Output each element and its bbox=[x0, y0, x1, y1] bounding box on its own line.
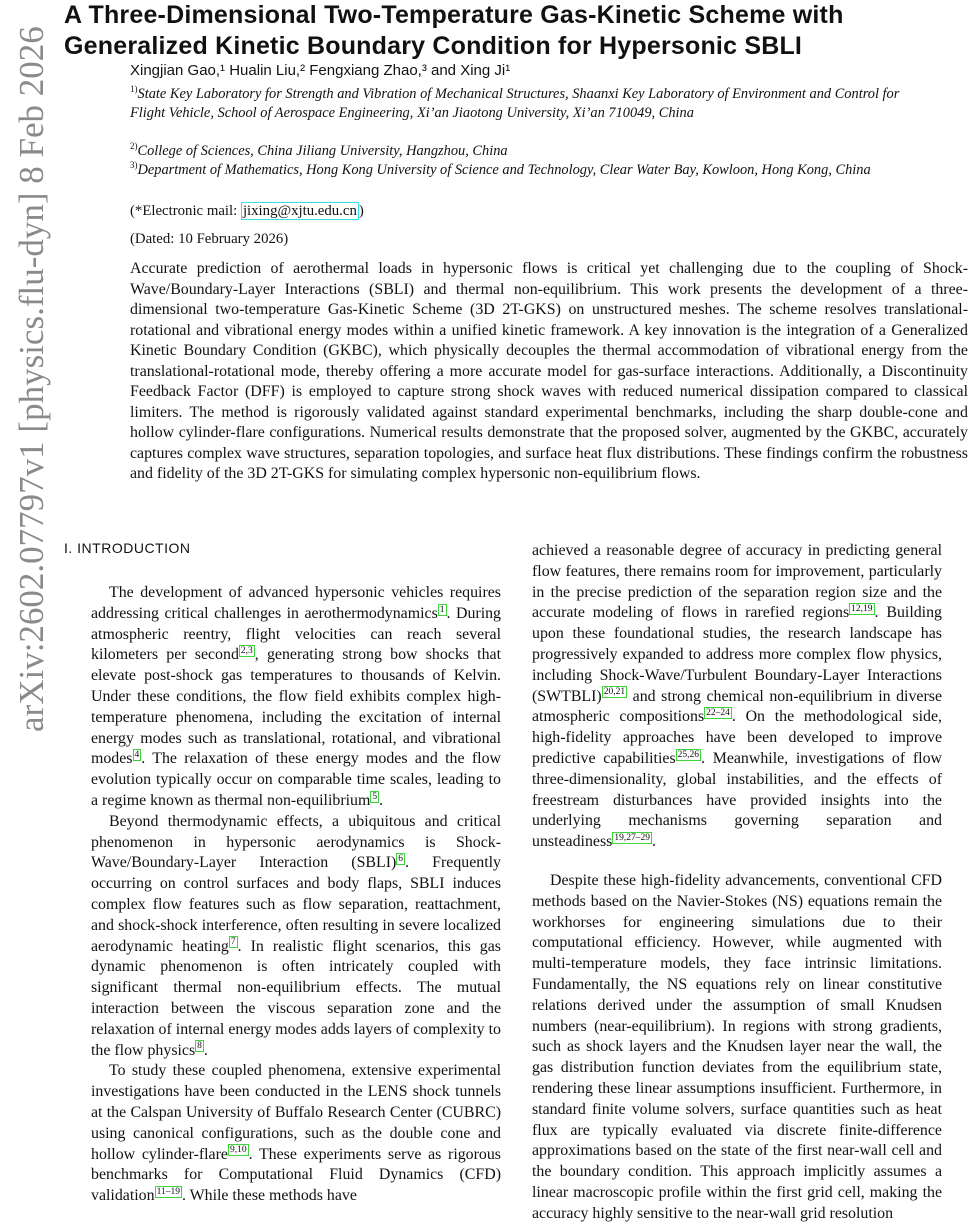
citation-link[interactable]: 8 bbox=[197, 1041, 202, 1052]
affiliation-mark: 1) bbox=[130, 84, 138, 94]
author-list: Xingjian Gao,¹ Hualin Liu,² Fengxiang Zhao,³ and Xing Ji¹ bbox=[130, 62, 511, 79]
contact-email-line bbox=[130, 203, 364, 220]
citation-link[interactable]: 1 bbox=[439, 604, 445, 615]
citation-link[interactable]: 12,19 bbox=[851, 604, 873, 615]
affiliation-text: Department of Mathematics, Hong Kong University of Science and Technology, Clear Water Bay, Kowloon, Hong Kong, China bbox=[137, 161, 871, 178]
affiliation-text: College of Sciences, China Jiliang University, Hangzhou, China bbox=[137, 142, 508, 159]
right-column bbox=[532, 541, 942, 1225]
intro-paragraph-1: The development of advanced hypersonic vehicles requires addressing critical challenges in aerothermodynamics $^1$ . During atmospheric reentry, flight velocities can reach several kilometers per second $^{2,3}$ , generating strong bow shocks that elevate post-shock gas temperatures to thousands of Kelvin. Under these conditions, the flow field exhibits complex high-temperature phenomena, including the excitation of internal energy modes such as translational, rotational, and vibrational modes $^4$ . The relaxation of these energy modes and the flow evolution typically occur on comparable time scales, leading to a regime known as thermal non-equilibrium $^5$ . bbox=[91, 584, 502, 809]
citation-link[interactable]: 20,21 bbox=[603, 687, 626, 698]
citation-link[interactable]: 7 bbox=[230, 937, 236, 948]
citation-link[interactable]: 9,10 bbox=[229, 1145, 247, 1156]
abstract: Accurate prediction of aerothermal loads in hypersonic flows is critical yet challenging due to the coupling of Shock-Wave/Boundary-Layer Interactions (SBLI) and thermal non-equilibrium. This work presents the development of a three-dimensional two-temperature Gas-Kinetic Scheme (3D 2T-GKS) on unstructured meshes. The scheme resolves translational-rotational and vibrational energy modes within a unified kinetic framework. A key innovation is the integration of a Generalized Kinetic Boundary Condition (GKBC), which physically decouples the thermal accommodation of vibrational energy from the translational-rotational mode, thereby offering a more accurate model for gas-surface interactions. Additionally, a Discontinuity Feedback Factor (DFF) is employed to capture strong shock waves with reduced numerical dissipation compared to classical limiters. The method is rigorously validated against standard experimental benchmarks, including the sharp double-cone and hollow cylinder-flare configurations. Numerical results demonstrate that the proposed solver, augmented by the GKBC, accurately captures complex wave structures, separation topologies, and surface heat flux distributions. These findings confirm the robustness and fidelity of the 3D 2T-GKS for simulating complex hypersonic non-equilibrium flows. bbox=[130, 260, 968, 482]
paper-title: A Three-Dimensional Two-Temperature Gas-Kinetic Scheme with Generalized Kinetic Boundary Condition for Hypersonic SBLI bbox=[64, 1, 844, 60]
citation-link[interactable]: 2,3 bbox=[240, 646, 253, 657]
affiliation-text: State Key Laboratory for Strength and Vibration of Mechanical Structures, Shaanxi Key Laboratory of Environment and Control for Flight Vehicle, School of Aerospace Engineering, Xi’an Jiaotong University, Xi’an 710049, China bbox=[130, 85, 900, 121]
intro-paragraph-3: To study these coupled phenomena, extensive experimental investigations have been conducted in the LENS shock tunnels at the Calspan University of Buffalo Research Center (CUBRC) using canonical configurations, such as the double cone and hollow cylinder-flare $^{9,10}$ . These experiments serve as rigorous benchmarks for Computational Fluid Dynamics (CFD) validation $^{11-19}$ . While these methods have bbox=[91, 1062, 501, 1205]
citation-link[interactable]: 22–24 bbox=[706, 708, 730, 719]
email-link[interactable]: jixing@xjtu.edu.cn bbox=[242, 203, 357, 219]
dated-line: (Dated: 10 February 2026) bbox=[130, 231, 289, 247]
citation-link[interactable]: 11–19 bbox=[156, 1186, 180, 1197]
intro-paragraph-3-continued: achieved a reasonable degree of accuracy in predicting general flow features, there remains room for improvement, particularly in the precise prediction of the separation region size and the accurate modeling of flows in rarefied regions $^{12,19}$ . Building upon these foundational studies, the research landscape has progressively expanded to address more complex flow physics, including Shock-Wave/Turbulent Boundary-Layer Interactions (SWTBLI) $^{20,21}$ and strong chemical non-equilibrium in diverse atmospheric compositions $^{22-24}$ . On the methodological side, high-fidelity approaches have been developed to improve predictive capabilities $^{25,26}$ . Meanwhile, investigations of flow three-dimensionality, global instabilities, and the effects of freestream disturbances have provided insights into the underlying mechanisms governing separation and unsteadiness $^{19,27-29}$ . bbox=[532, 542, 942, 851]
email-prefix: (*Electronic mail: bbox=[130, 203, 241, 219]
left-column bbox=[91, 583, 501, 1207]
affiliation-mark: 2) bbox=[130, 141, 138, 151]
citation-link[interactable]: 19,27–29 bbox=[614, 832, 650, 843]
intro-paragraph-4: Despite these high-fidelity advancements, conventional CFD methods based on the Navier-Stokes (NS) equations remain the workhorses for engineering simulations due to their computational efficiency. However, while augmented with multi-temperature models, they face intrinsic limitations. Fundamentally, the NS equations rely on linear constitutive relations derived under the assumption of small Knudsen numbers (near-equilibrium). In regions with strong gradients, such as shock layers and the Knudsen layer near the wall, the gas distribution function deviates from the equilibrium state, rendering these linear assumptions insufficient. Furthermore, in standard finite volume solvers, surface quantities such as heat flux are typically evaluated via discrete finite-difference approximations based on the state of the first near-wall cell and the boundary condition. This approach implicitly assumes a linear macroscopic profile within the first grid cell, making the accuracy highly sensitive to the near-wall grid resolution bbox=[532, 871, 942, 1222]
citation-link[interactable]: 4 bbox=[134, 750, 140, 761]
affiliation-1 bbox=[130, 80, 930, 123]
affiliation-mark: 3) bbox=[130, 160, 138, 170]
citation-link[interactable]: 6 bbox=[398, 854, 404, 865]
arxiv-identifier: arXiv:2602.07797v1 [physics.flu-dyn] 8 Feb 2026 bbox=[12, 26, 51, 732]
email-suffix: ) bbox=[358, 203, 364, 219]
affiliation-3 bbox=[130, 156, 930, 180]
intro-paragraph-2: Beyond thermodynamic effects, a ubiquitous and critical phenomenon in hypersonic aerodynamics is Shock-Wave/Boundary-Layer Interaction (SBLI) $^6$ . Frequently occurring on control surfaces and body flaps, SBLI induces complex flow features such as flow separation, reattachment, and shock-shock interference, often resulting in severe localized aerodynamic heating $^7$ . In realistic flight scenarios, this gas dynamic phenomenon is often intricately coupled with significant thermal non-equilibrium effects. The mutual interaction between the viscous separation zone and the relaxation of internal energy modes adds layers of complexity to the flow physics $^8$ . bbox=[91, 812, 501, 1059]
citation-link[interactable]: 25,26 bbox=[677, 749, 699, 760]
citation-link[interactable]: 5 bbox=[372, 791, 378, 802]
section-heading-introduction: I. INTRODUCTION bbox=[64, 540, 191, 556]
